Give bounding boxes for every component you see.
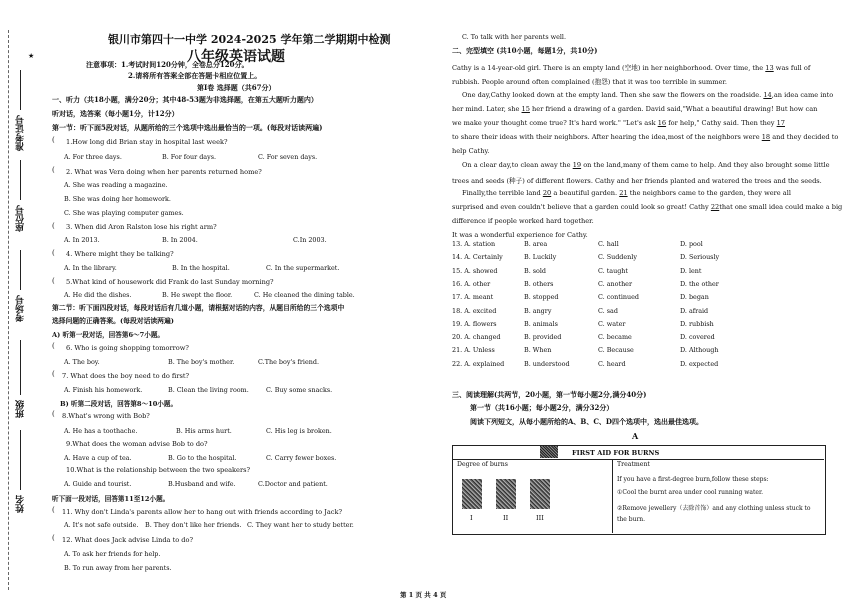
q6-option-c: C.The boy's friend.: [258, 358, 319, 366]
q7-option-b: B. Clean the living room.: [168, 386, 249, 394]
cloze-line-8: On a clear day,to clean away the 19 on the land,many of them came to help. And they also brought some little: [462, 161, 830, 169]
answer-paren: (: [52, 534, 55, 542]
cloze-line-11: surprised and even couldn't believe that a garden could look so great! Cathy 22that one small idea could make a big: [452, 203, 843, 211]
cloze-line-2: rubbish. People around often complained (抱怨) that it was too terrible in summer.: [452, 78, 727, 86]
school-title: 银川市第四十一中学 2024-2025 学年第二学期期中检测: [108, 33, 391, 46]
cut-line: [8, 30, 9, 590]
q4-text: 4. Where might they be talking?: [66, 250, 174, 258]
section-b: B) 听第二段对话，回答第8～10小题。: [60, 400, 178, 408]
degree-2: II: [503, 514, 509, 522]
q5-option-c: C. He cleaned the dining table.: [254, 291, 355, 299]
treatment-line-1: If you have a first-degree burn,follow these steps:: [617, 476, 769, 483]
part1-title: 第一节：听下面5段对话，从题所给的三个选项中选出最恰当的一项。(每段对话读两遍): [52, 123, 323, 132]
treatment-label: Treatment: [617, 461, 650, 468]
cloze-line-10: Finally,the terrible land 20 a beautiful garden. 21 the neighbors came to the garden, they were all: [462, 189, 791, 197]
seat-line: [20, 160, 21, 200]
reading-heading: 三、阅读理解(共两节，20小题，第一节每小题2分,满分40分): [452, 390, 647, 399]
answer-paren: (: [52, 222, 55, 230]
part2-title: 第二节：听下面四段对话，每段对话后有几道小题，请根据对话的内容，从题目所给的三个选项中: [52, 304, 345, 312]
q3-option-c: C.In 2003.: [293, 236, 327, 244]
q11-option-a: A. It's not safe outside.: [64, 521, 139, 529]
treatment-line-3: ②Remove jewellery（去除首饰）and any clothing unless stuck to: [617, 505, 811, 512]
note-1: 注意事项：1.考试时间120分钟，全卷总分120分。: [86, 60, 249, 69]
page-footer: 第 1 页 共 4 页: [400, 591, 447, 599]
q9-option-a: A. Have a cup of tea.: [64, 454, 132, 462]
part2-title-2: 选择问题的正确答案。(每段对话读两遍): [52, 317, 174, 325]
cloze-option: C. Because: [598, 346, 634, 355]
cloze-line-12: difference if people worked hard together.: [452, 217, 594, 225]
q7-text: 7. What does the boy need to do first?: [62, 372, 190, 380]
cloze-heading: 二、完型填空 (共10小题，每题1分，共10分): [452, 46, 598, 55]
burn-image-3: [530, 479, 550, 509]
burn-image-1: [462, 479, 482, 509]
id-line: [20, 70, 21, 110]
q5-option-b: B. He swept the floor.: [162, 291, 233, 299]
answer-paren: (: [52, 506, 55, 514]
q12-option-a: A. To ask her friends for help.: [64, 550, 161, 558]
cloze-option: C. another: [598, 279, 633, 288]
q6-text: 6. Who is going shopping tomorrow?: [66, 344, 189, 352]
q6-option-a: A. The boy.: [64, 358, 100, 366]
section-a: A) 听第一段对话，回答第6～7小题。: [52, 331, 165, 339]
cloze-option: C. hall: [598, 240, 619, 248]
answer-paren: (: [52, 410, 55, 418]
exam-title: 八年级英语试题: [187, 49, 285, 65]
divider: [452, 459, 824, 460]
cloze-option: C. sad: [598, 306, 618, 315]
q5-text: 5.What kind of housework did Frank do last Sunday morning?: [66, 278, 274, 286]
q8-option-b: B. His arms hurt.: [176, 427, 232, 435]
q11-text: 11. Why don't Linda's parents allow her to hang out with friends according to Jack?: [62, 508, 342, 516]
cloze-line-4: her mind. Later, she 15 her friend a drawing of a garden. David said,"What a beautiful drawing! But how can: [452, 105, 818, 113]
cloze-option: D. covered: [680, 333, 715, 342]
passage-letter: A: [632, 431, 639, 441]
cloze-option: D. the other: [680, 279, 719, 288]
divider: [612, 459, 613, 533]
burn-image-2: [496, 479, 516, 509]
degree-3: III: [536, 514, 544, 522]
q5-option-a: A. He did the dishes.: [64, 291, 132, 299]
cloze-option: C. taught: [598, 266, 628, 275]
q9-text: 9.What does the woman advise Bob to do?: [66, 440, 208, 448]
listening-heading: 一、听力（共18小题，满分20分；其中48-53题为非选择题，在第五大题听力题内）: [52, 95, 318, 104]
answer-paren: (: [52, 370, 55, 378]
q1-option-a: A. For three days.: [64, 153, 122, 161]
cloze-option: D. expected: [680, 359, 719, 368]
q10-option-a: A. Guide and tourist.: [64, 480, 132, 488]
seat-label: 座位号: [16, 205, 26, 232]
cloze-option: D. afraid: [680, 306, 709, 315]
q9-option-b: B. Go to the hospital.: [168, 454, 237, 462]
cloze-option: 15. A. showed: [452, 266, 498, 275]
cloze-option: C. became: [598, 333, 632, 342]
q3-text: 3. When did Aron Ralston lose his right arm?: [66, 223, 217, 231]
answer-paren: (: [52, 136, 55, 144]
cloze-line-9: trees and seeds (种子) of different flowers. Cathy and her friends planted and watered the trees and the seeds.: [452, 177, 822, 185]
cloze-line-5: we make your thought come true? It's hard work." "Let's ask 16 for help," Cathy said. Then they 17: [452, 119, 785, 127]
cloze-option: B. understood: [524, 359, 570, 368]
room-line: [20, 250, 21, 290]
q2-option-b: B. She was doing her homework.: [64, 195, 171, 203]
cloze-option: B. angry: [524, 306, 552, 315]
cloze-option: B. sold: [524, 266, 547, 275]
cloze-option: C. continued: [598, 293, 639, 302]
q3-option-b: B. In 2004.: [162, 236, 198, 244]
exam-number-label: 准考证号: [16, 115, 26, 151]
cloze-option: C. water: [598, 319, 626, 328]
first-aid-image: [540, 446, 558, 458]
cloze-option: B. Luckily: [524, 253, 557, 262]
q8-text: 8.What's wrong with Bob?: [62, 412, 150, 420]
q8-option-a: A. He has a toothache.: [64, 427, 138, 435]
treatment-line-2: ①Cool the burnt area under cool running water.: [617, 489, 764, 496]
cloze-option: B. stopped: [524, 293, 559, 302]
name-label: 姓名: [16, 495, 26, 513]
q8-option-c: C. His leg is broken.: [266, 427, 332, 435]
q2-option-a: A. She was reading a magazine.: [64, 181, 168, 189]
q12-text: 12. What does Jack advise Linda to do?: [62, 536, 194, 544]
q12-option-b: B. To run away from her parents.: [64, 564, 172, 572]
q10-option-b: B.Husband and wife.: [168, 480, 236, 488]
q10-text: 10.What is the relationship between the two speakers?: [66, 466, 251, 474]
cloze-option: B. When: [524, 346, 552, 355]
cloze-option: D. pool: [680, 240, 703, 248]
volume-1-title: 第Ⅰ卷 选择题（共67分）: [197, 83, 276, 92]
answer-paren: (: [52, 342, 55, 350]
q4-option-c: C. In the supermarket.: [266, 264, 340, 272]
q3-option-a: A. In 2013.: [64, 236, 100, 244]
reading-instruction: 阅读下列短文，从每小题所给的A、B、C、D四个选项中，选出最佳选项。: [470, 417, 703, 426]
q4-option-b: B. In the hospital.: [172, 264, 230, 272]
room-label: 考场号: [16, 295, 26, 322]
cloze-option: 22. A. explained: [452, 359, 505, 368]
q11-option-c: C. They want her to study better.: [247, 521, 354, 529]
q1-option-c: C. For seven days.: [258, 153, 318, 161]
q7-option-a: A. Finish his homework.: [64, 386, 143, 394]
star-mark: ★: [28, 52, 35, 60]
name-line: [20, 430, 21, 490]
q2-text: 2. What was Vera doing when her parents returned home?: [66, 168, 262, 176]
cloze-option: B. provided: [524, 333, 562, 342]
q6-option-b: B. The boy's mother.: [168, 358, 235, 366]
cloze-option: 20. A. changed: [452, 333, 501, 342]
q7-option-c: C. Buy some snacks.: [266, 386, 333, 394]
answer-paren: (: [52, 166, 55, 174]
cloze-option: 21. A. Unless: [452, 346, 495, 355]
cloze-option: B. animals: [524, 319, 558, 328]
answer-paren: (: [52, 277, 55, 285]
cloze-option: D. began: [680, 293, 709, 302]
cloze-option: 17. A. meant: [452, 293, 494, 302]
binding-strip: [0, 0, 40, 608]
cloze-line-1: Cathy is a 14-year-old girl. There is an empty land (空地) in her neighborhood. Over time, the 13 was full of: [452, 64, 811, 72]
cloze-option: D. lent: [680, 266, 702, 275]
q11-option-b: B. They don't like her friends.: [145, 521, 242, 529]
cloze-option: D. rubbish: [680, 319, 714, 328]
cloze-line-3: One day,Cathy looked down at the empty land. Then she saw the flowers on the roadside. 14,an idea came into: [462, 91, 834, 99]
cloze-option: 16. A. other: [452, 279, 491, 288]
cloze-option: D. Seriously: [680, 253, 720, 262]
q1-option-b: B. For four days.: [162, 153, 217, 161]
cloze-option: 13. A. station: [452, 240, 496, 248]
section-c: 听下面一段对话，回答第11至12小题。: [52, 495, 170, 503]
cloze-option: 18. A. excited: [452, 306, 497, 315]
answer-paren: (: [52, 249, 55, 257]
cloze-line-6: to share their ideas with their neighbors. After hearing the idea,most of the neighbors were 18 and they decided to: [452, 133, 839, 141]
cloze-option: C. heard: [598, 359, 626, 368]
cloze-option: 14. A. Certainly: [452, 253, 503, 262]
cloze-option: 19. A. flowers: [452, 319, 497, 328]
class-label: 班级: [16, 400, 26, 418]
degree-1: I: [470, 514, 473, 522]
class-line: [20, 340, 21, 395]
cloze-option: D. Although: [680, 346, 719, 355]
treatment-line-4: the burn.: [617, 516, 646, 523]
note-2: 2.请将所有答案全部在答题卡相应位置上。: [128, 71, 262, 80]
first-aid-title: FIRST AID FOR BURNS: [572, 449, 660, 457]
q2-option-c: C. She was playing computer games.: [64, 209, 184, 217]
q1-text: 1.How long did Brian stay in hospital last week?: [66, 138, 228, 146]
q4-option-a: A. In the library.: [64, 264, 117, 272]
q9-option-c: C. Carry fewer boxes.: [266, 454, 337, 462]
cloze-option: C. Suddenly: [598, 253, 637, 262]
cloze-option: B. others: [524, 279, 554, 288]
cloze-line-7: help Cathy.: [452, 147, 490, 155]
cloze-option: B. area: [524, 240, 548, 248]
reading-part1: 第一节（共16小题；每小题2分，满分32分）: [470, 403, 614, 412]
cloze-line-13: It was a wonderful experience for Cathy.: [452, 231, 588, 239]
degree-label: Degree of burns: [457, 461, 508, 468]
listening-subheading: 听对话，选答案（每小题1分，计12分）: [52, 109, 179, 118]
q12-option-c: C. To talk with her parents well.: [462, 33, 567, 41]
q10-option-c: C.Doctor and patient.: [258, 480, 328, 488]
